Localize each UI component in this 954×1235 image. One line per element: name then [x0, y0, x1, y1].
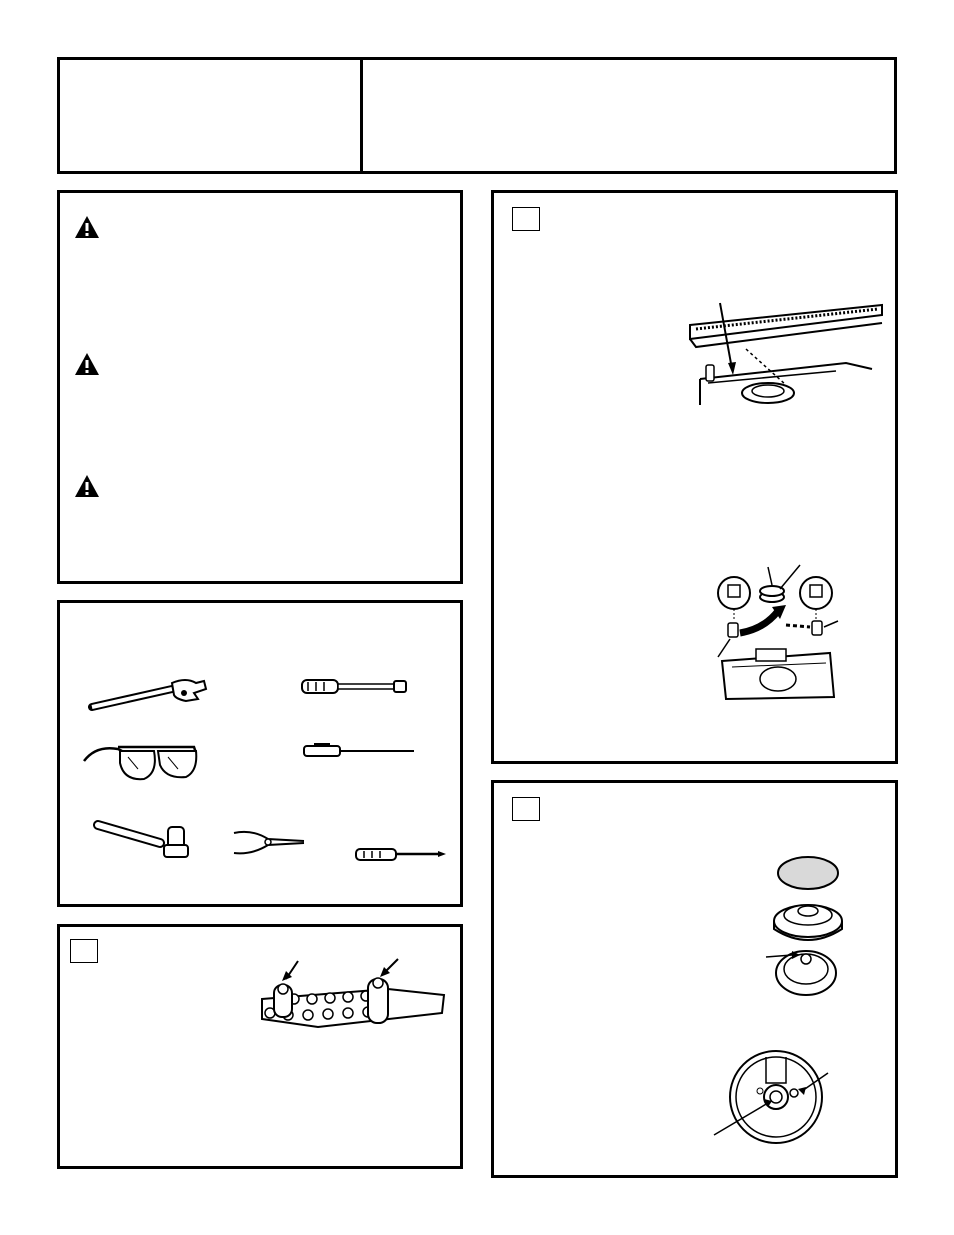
- safety-glasses-icon: [82, 739, 202, 785]
- header-right-cell: [363, 60, 894, 171]
- step-number-box: [512, 207, 540, 231]
- step-number-box: [70, 939, 98, 963]
- orifice-holder-illustration: [258, 955, 446, 1039]
- header-left-cell: [60, 60, 360, 171]
- burner-swap-illustration: [710, 563, 860, 703]
- burner-assembly-panel: [491, 780, 898, 1178]
- burner-base-top-view-illustration: [710, 1043, 840, 1159]
- burner-step-panel: [491, 190, 898, 764]
- tools-panel: [57, 600, 463, 907]
- needle-nose-pliers-icon: [232, 827, 306, 859]
- phillips-screwdriver-icon: [354, 845, 448, 863]
- socket-wrench-icon: [92, 819, 192, 861]
- adjustable-wrench-icon: [88, 677, 208, 715]
- warnings-panel: [57, 190, 463, 584]
- warning-triangle-icon: [74, 215, 100, 239]
- orifice-step-panel: [57, 924, 463, 1169]
- nut-driver-icon: [300, 677, 410, 697]
- small-screwdriver-icon: [302, 743, 420, 759]
- warning-triangle-icon: [74, 352, 100, 376]
- cooktop-rail-illustration: [686, 293, 886, 405]
- warning-triangle-icon: [74, 474, 100, 498]
- header-box: [57, 57, 897, 174]
- burner-exploded-illustration: [766, 855, 846, 1005]
- step-number-box: [512, 797, 540, 821]
